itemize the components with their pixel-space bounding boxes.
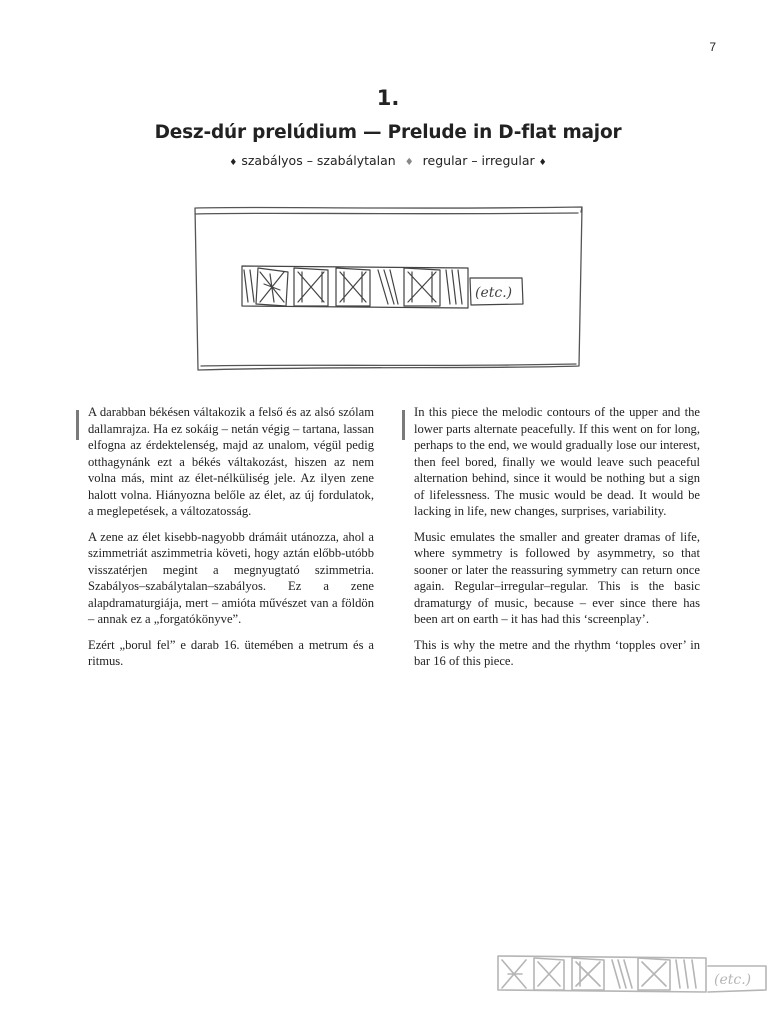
paragraph: Music emulates the smaller and greater dramas of life, where symmetry is followed by asymmetry, so that sooner or later the reassuring symmetry can return once again. Regular–irregular–regular. This is the basic dramaturgy of music, because – ever since there has been art on earth – it has had this ‘screenplay’.	[414, 529, 700, 626]
etc-label: (etc.)	[475, 285, 513, 301]
english-text-column	[414, 404, 700, 679]
page-subtitle	[0, 153, 776, 168]
paragraph: This is why the metre and the rhythm ‘topples over’ in bar 16 of this piece.	[414, 637, 700, 668]
hungarian-text-column	[88, 404, 374, 679]
footer-ornament	[496, 940, 776, 1000]
diamond-icon: ♦	[538, 158, 547, 168]
footer-etc-label: (etc.)	[714, 972, 752, 988]
chapter-number: 1.	[376, 86, 400, 110]
paragraph: A darabban békésen váltakozik a felső és az alsó szólam dallamrajza. Ha ez sokáig – netán végig – tartana, lassan elfogna az érdektelenség, majd az unalom, végül pedig otthagynánk ezt a békés váltakozást, hiszen az nem volna más, mint az élet-nélküliség jele. Az ilyen zene halott volna. Hiányozna belőle az élet, az új fordulatok, a meglepetések, a változatosság.	[88, 405, 374, 518]
diamond-icon: ♦	[229, 158, 238, 168]
subtitle-english: regular – irregular	[422, 153, 535, 168]
diamond-separator-icon: ♦	[404, 157, 414, 168]
page-number: 7	[709, 40, 716, 54]
page-title: Desz-dúr prelúdium — Prelude in D-flat major	[154, 122, 622, 143]
sketch-frame	[195, 207, 582, 370]
subtitle-hungarian: szabályos – szabálytalan	[241, 153, 396, 168]
paragraph: In this piece the melodic contours of the upper and the lower parts alternate peacefully. If this went on for long, perhaps to the end, we would gradually lose our interest, then feel bored, finally we would leave such peaceful alternation behind, since it would be nothing but a sign of lifelessness. The music would be dead. It would be lacking in life, new changes, surprises, variability.	[414, 405, 700, 518]
margin-bar	[402, 410, 405, 440]
paragraph: A zene az élet kisebb-nagyobb drámáit utánozza, ahol a szimmetriát aszimmetria követi, hogy aztán előbb-utóbb visszatérjen megint a megnyugtató szimmetria. Szabályos–szabálytalan–szabályos. Ez a zene alapdramaturgiája, mert – amióta művészet van a földön – annak ez a „forgatókönyve”.	[88, 529, 374, 626]
paragraph: Ezért „borul fel” e darab 16. ütemében a metrum és a ritmus.	[88, 637, 374, 668]
hand-drawn-illustration	[190, 198, 590, 378]
margin-bar	[76, 410, 79, 440]
